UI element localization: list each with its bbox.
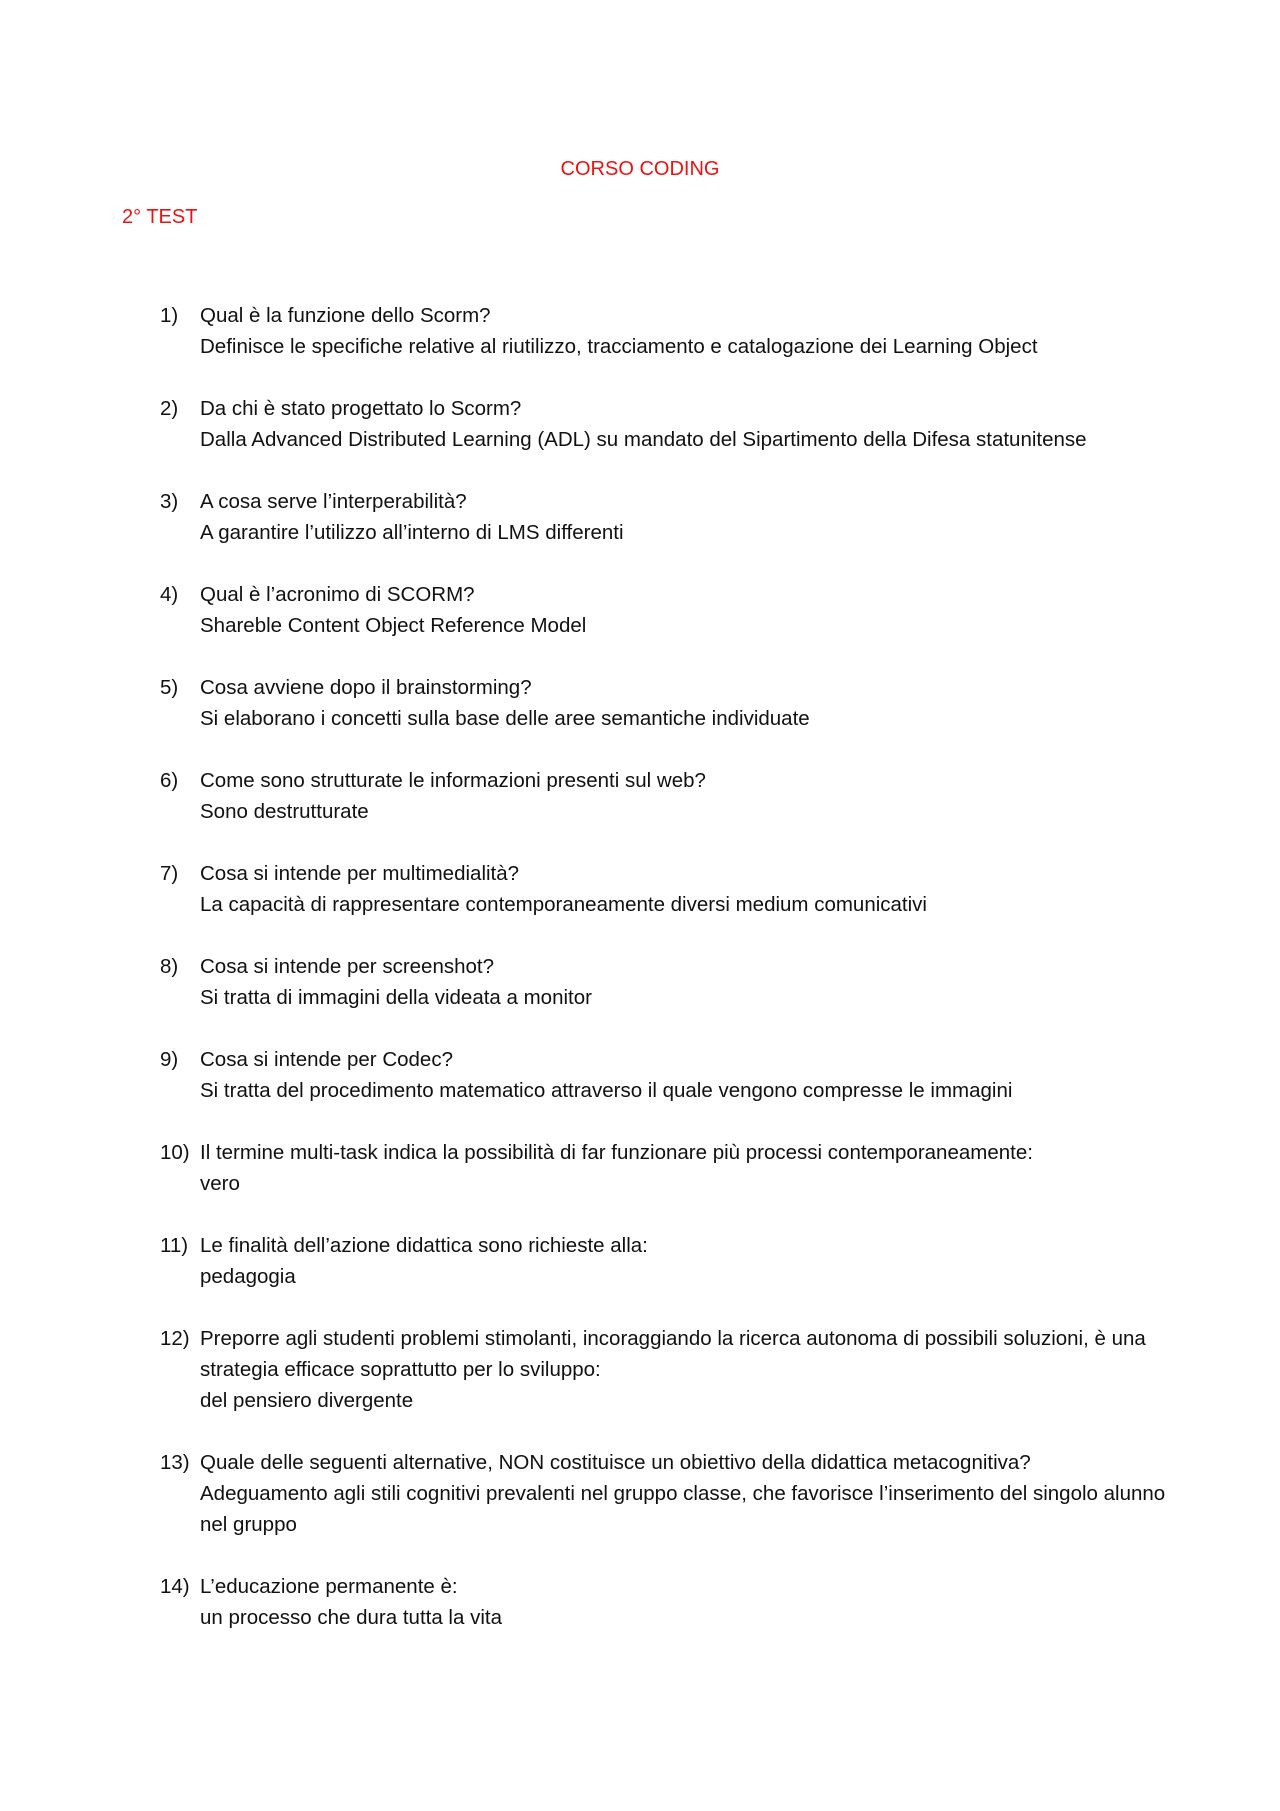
answer-text: pedagogia (200, 1265, 296, 1288)
answer-text: vero (200, 1172, 240, 1195)
list-item (160, 1230, 1170, 1292)
question-text: Cosa si intende per Codec? (200, 1048, 453, 1071)
list-item (160, 300, 1170, 362)
question-text: Qual è l’acronimo di SCORM? (200, 583, 475, 606)
list-item (160, 765, 1170, 827)
answer-text: Si tratta del procedimento matematico attraverso il quale vengono compresse le immagini (200, 1079, 1013, 1102)
list-item (160, 579, 1170, 641)
answer-text: Shareble Content Object Reference Model (200, 614, 587, 637)
item-number: 12) (160, 1327, 190, 1350)
item-number: 14) (160, 1575, 190, 1598)
list-item (160, 393, 1170, 455)
list-item (160, 1571, 1170, 1633)
list-item (160, 858, 1170, 920)
question-text: Il termine multi-task indica la possibilità di far funzionare più processi contemporaneamente: (200, 1141, 1033, 1164)
question-text: L’educazione permanente è: (200, 1575, 458, 1598)
item-number: 13) (160, 1451, 190, 1474)
item-number: 11) (160, 1234, 189, 1257)
item-number: 8) (160, 955, 179, 978)
document-title: CORSO CODING (560, 158, 720, 180)
answer-text: Dalla Advanced Distributed Learning (ADL) su mandato del Sipartimento della Difesa statunitense (200, 428, 1087, 451)
list-item (160, 1447, 1170, 1540)
answer-text: un processo che dura tutta la vita (200, 1606, 502, 1629)
item-number: 5) (160, 676, 179, 699)
answer-text: Definisce le specifiche relative al riutilizzo, tracciamento e catalogazione dei Learning Object (200, 335, 1038, 358)
question-text: Preporre agli studenti problemi stimolanti, incoraggiando la ricerca autonoma di possibili soluzioni, è una strategia efficace soprattutto per lo sviluppo: (200, 1327, 1146, 1381)
answer-text: Sono destrutturate (200, 800, 369, 823)
item-number: 7) (160, 862, 179, 885)
question-text: A cosa serve l’interperabilità? (200, 490, 467, 513)
question-text: Cosa avviene dopo il brainstorming? (200, 676, 532, 699)
answer-text: La capacità di rappresentare contemporaneamente diversi medium comunicativi (200, 893, 927, 916)
question-text: Da chi è stato progettato lo Scorm? (200, 397, 522, 420)
list-item (160, 1044, 1170, 1106)
answer-text: Si elaborano i concetti sulla base delle aree semantiche individuate (200, 707, 810, 730)
list-item (160, 1137, 1170, 1199)
document-subtitle: 2° TEST (122, 206, 198, 228)
list-item (160, 486, 1170, 548)
item-number: 3) (160, 490, 179, 513)
item-number: 6) (160, 769, 179, 792)
list-item (160, 951, 1170, 1013)
item-number: 9) (160, 1048, 179, 1071)
question-text: Come sono strutturate le informazioni presenti sul web? (200, 769, 706, 792)
answer-text: del pensiero divergente (200, 1389, 414, 1412)
question-text: Quale delle seguenti alternative, NON costituisce un obiettivo della didattica metacognitiva? (200, 1451, 1031, 1474)
question-text: Qual è la funzione dello Scorm? (200, 304, 491, 327)
answer-text: Adeguamento agli stili cognitivi prevalenti nel gruppo classe, che favorisce l’inserimento del singolo alunno nel gruppo (200, 1482, 1166, 1536)
list-item (160, 1323, 1170, 1416)
item-number: 10) (160, 1141, 190, 1164)
question-text: Cosa si intende per multimedialità? (200, 862, 520, 885)
answer-text: Si tratta di immagini della videata a monitor (200, 986, 592, 1009)
item-number: 1) (160, 304, 179, 327)
answer-text: A garantire l’utilizzo all’interno di LMS differenti (200, 521, 624, 544)
question-text: Cosa si intende per screenshot? (200, 955, 495, 978)
list-item (160, 672, 1170, 734)
question-list (160, 300, 1170, 1664)
item-number: 2) (160, 397, 179, 420)
item-number: 4) (160, 583, 179, 606)
question-text: Le finalità dell’azione didattica sono richieste alla: (200, 1234, 648, 1257)
